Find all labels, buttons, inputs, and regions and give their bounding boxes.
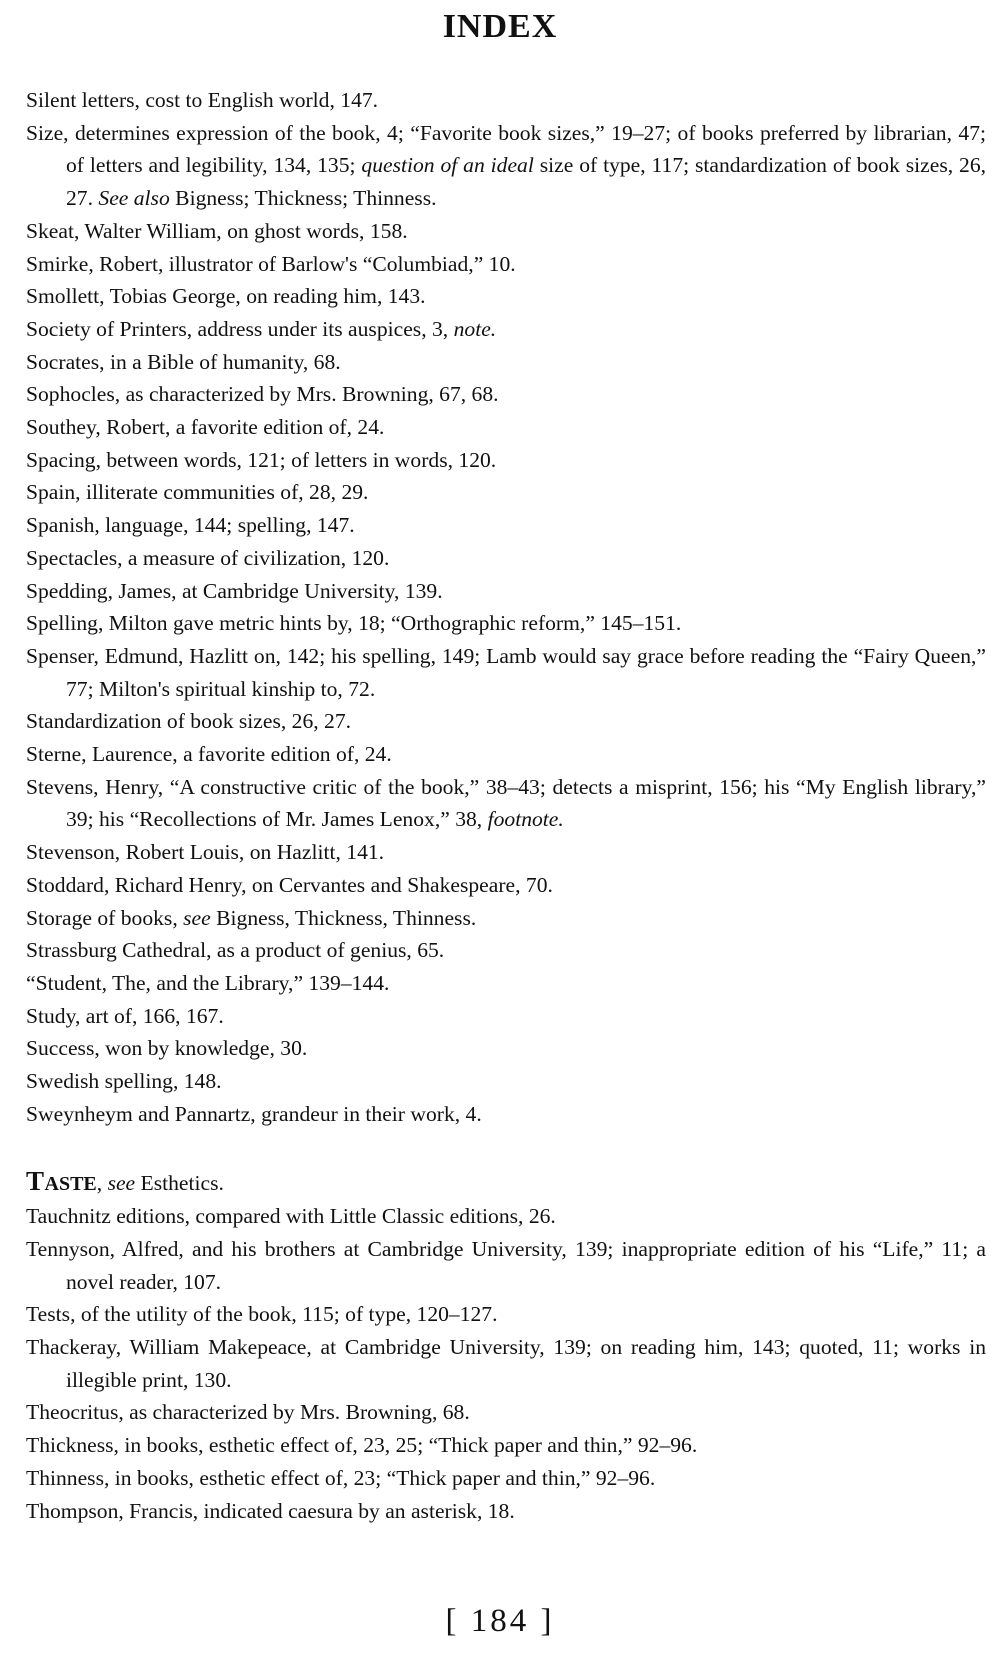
- index-entry: [26, 411, 986, 444]
- entry-text: “Student, The, and the Library,” 139–144.: [26, 970, 390, 995]
- entry-text: Sophocles, as characterized by Mrs. Browning, 67, 68.: [26, 382, 499, 407]
- entry-text: Socrates, in a Bible of humanity, 68.: [26, 349, 341, 374]
- index-entry: [26, 84, 986, 117]
- page-title: INDEX: [442, 8, 558, 45]
- entry-text: Skeat, Walter William, on ghost words, 158.: [26, 218, 408, 243]
- entry-text: Spelling, Milton gave metric hints by, 18; “Orthographic reform,” 145–151.: [26, 611, 682, 636]
- index-entry: [26, 607, 986, 640]
- index-entry: [26, 869, 986, 902]
- entry-text: Sweynheym and Pannartz, grandeur in their work, 4.: [26, 1101, 482, 1126]
- index-entry: [26, 1298, 986, 1331]
- index-entry: [26, 967, 986, 1000]
- entry-text: Spenser, Edmund, Hazlitt on, 142; his spelling, 149; Lamb would say grace before reading the “Fairy Queen,” 77; Milton's spiritual kinship to, 72.: [26, 643, 986, 701]
- entry-text: note.: [453, 316, 497, 341]
- index-entry: [26, 575, 986, 608]
- entry-text: question of an ideal: [361, 153, 534, 178]
- index-entry: [26, 1331, 986, 1396]
- index-entry: [26, 934, 986, 967]
- index-entry: [26, 1429, 986, 1462]
- index-entry: [26, 378, 986, 411]
- index-entries: [26, 84, 986, 1527]
- entry-text: Success, won by knowledge, 30.: [26, 1036, 308, 1061]
- entry-text: Spanish, language, 144; spelling, 147.: [26, 513, 355, 538]
- entry-text: Southey, Robert, a favorite edition of, 24.: [26, 415, 385, 440]
- entry-text: Standardization of book sizes, 26, 27.: [26, 709, 352, 734]
- index-entry: [26, 1032, 986, 1065]
- index-entry: [26, 1233, 986, 1298]
- entry-text: Theocritus, as characterized by Mrs. Browning, 68.: [26, 1400, 470, 1425]
- entry-text: Stevenson, Robert Louis, on Hazlitt, 141.: [26, 840, 385, 865]
- entry-text: footnote.: [487, 807, 564, 832]
- index-entry: [26, 346, 986, 379]
- index-entry: [26, 771, 986, 836]
- entry-text: Thompson, Francis, indicated caesura by an asterisk, 18.: [26, 1498, 515, 1523]
- index-entry: [26, 1495, 986, 1528]
- index-entry: [26, 280, 986, 313]
- index-entry: [26, 542, 986, 575]
- entry-text: Thackeray, William Makepeace, at Cambridge University, 139; on reading him, 143; quoted, 11; works in illegible print, 130.: [26, 1335, 986, 1392]
- entry-text: Strassburg Cathedral, as a product of genius, 65.: [26, 938, 445, 963]
- index-entry: [26, 738, 986, 771]
- entry-text: Silent letters, cost to English world, 147.: [26, 88, 379, 112]
- entry-text: Thinness, in books, esthetic effect of, 23; “Thick paper and thin,” 92–96.: [26, 1465, 656, 1490]
- entry-text: Bigness; Thickness; Thinness.: [169, 186, 437, 211]
- index-entry: [26, 1000, 986, 1033]
- entry-text: Swedish spelling, 148.: [26, 1069, 222, 1094]
- entry-text: ,: [96, 1170, 108, 1195]
- entry-text: see: [183, 905, 211, 930]
- entry-text: Spectacles, a measure of civilization, 120.: [26, 545, 390, 570]
- index-entry: [26, 215, 986, 248]
- entry-text: See also: [98, 186, 170, 211]
- entry-text: ASTE: [44, 1172, 97, 1195]
- entry-text: Smollett, Tobias George, on reading him, 143.: [26, 284, 426, 309]
- entry-text: Spedding, James, at Cambridge University, 139.: [26, 578, 443, 603]
- entry-text: Thickness, in books, esthetic effect of, 23, 25; “Thick paper and thin,” 92–96.: [26, 1433, 698, 1458]
- index-entry: [26, 1165, 986, 1201]
- index-entry: [26, 509, 986, 542]
- entry-text: Storage of books,: [26, 905, 184, 930]
- entry-text: Tennyson, Alfred, and his brothers at Cambridge University, 139; inappropriate edition of his “Life,” 11; a novel reader, 107.: [26, 1236, 986, 1294]
- index-entry: [26, 705, 986, 738]
- page-number: [ 184 ]: [445, 1603, 555, 1639]
- index-entry: [26, 836, 986, 869]
- index-group-s: [26, 84, 986, 1131]
- entry-text: Smirke, Robert, illustrator of Barlow's “Columbiad,” 10.: [26, 251, 516, 276]
- index-entry: [26, 640, 986, 705]
- index-entry: [26, 1098, 986, 1131]
- entry-text: Spacing, between words, 121; of letters in words, 120.: [26, 447, 497, 472]
- entry-text: Stevens, Henry, “A constructive critic of the book,” 38–43; detects a misprint, 156; his “My English library,” 39; his “Recollections of Mr. James Lenox,” 38,: [26, 774, 986, 832]
- entry-text: T: [26, 1165, 45, 1196]
- index-entry: [26, 248, 986, 281]
- index-entry: [26, 313, 986, 346]
- index-entry: [26, 1200, 986, 1233]
- entry-text: Size, determines expression of the book, 4; “Favorite book sizes,” 19–27; of books preferred by librarian, 47; of letters and legibility, 134, 135;: [26, 120, 986, 178]
- index-entry: [26, 1396, 986, 1429]
- entry-text: Society of Printers, address under its auspices, 3,: [26, 316, 454, 341]
- index-entry: [26, 476, 986, 509]
- index-group-t: [26, 1165, 986, 1528]
- entry-text: Study, art of, 166, 167.: [26, 1003, 224, 1028]
- entry-text: Tauchnitz editions, compared with Little Classic editions, 26.: [26, 1204, 556, 1229]
- index-entry: [26, 1065, 986, 1098]
- index-entry: [26, 1462, 986, 1495]
- entry-text: Spain, illiterate communities of, 28, 29.: [26, 480, 369, 505]
- entry-text: see: [107, 1170, 136, 1195]
- entry-text: Bigness, Thickness, Thinness.: [210, 905, 477, 930]
- index-entry: [26, 902, 986, 935]
- entry-text: size of type, 117; standardization of book sizes, 26, 27.: [66, 153, 987, 211]
- entry-text: Tests, of the utility of the book, 115; of type, 120–127.: [26, 1302, 498, 1327]
- index-entry: [26, 444, 986, 477]
- entry-text: Esthetics.: [135, 1170, 224, 1195]
- entry-text: Stoddard, Richard Henry, on Cervantes and Shakespeare, 70.: [26, 872, 553, 897]
- index-entry: [26, 117, 986, 215]
- entry-text: Sterne, Laurence, a favorite edition of, 24.: [26, 742, 392, 767]
